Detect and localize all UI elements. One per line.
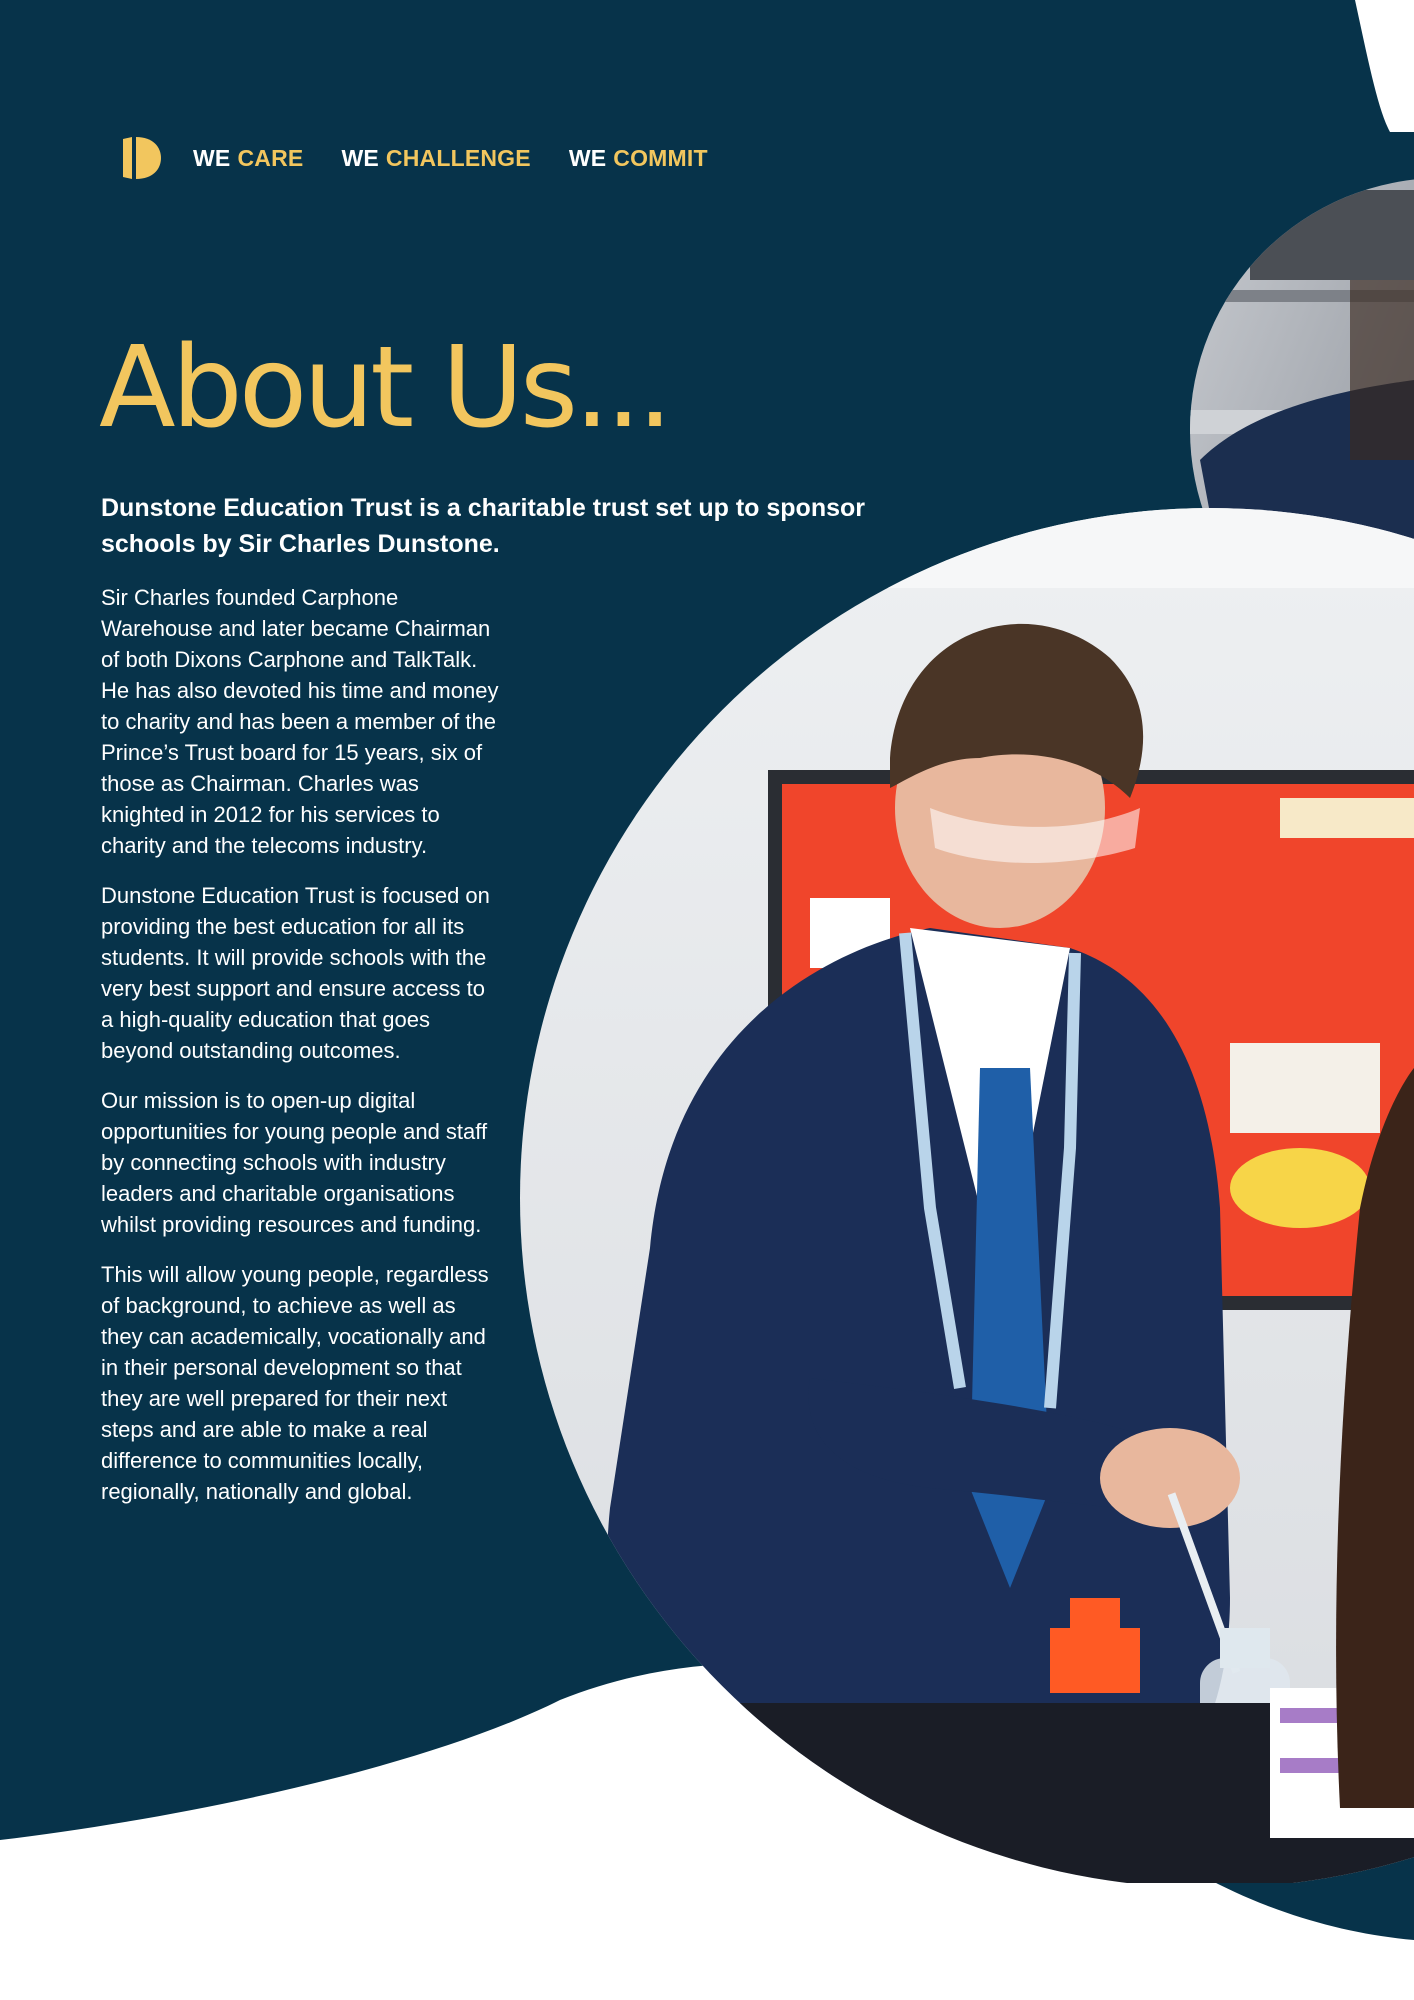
page-title: About Us... bbox=[99, 323, 669, 453]
nav-item-we-label: WE bbox=[193, 144, 231, 171]
nav-item-challenge-label: CHALLENGE bbox=[385, 144, 531, 171]
nav-item-care-label: CARE bbox=[237, 144, 304, 171]
dunstone-d-mark-icon bbox=[121, 135, 161, 181]
body-paragraph: Dunstone Education Trust is focused on providing the best education for all its students. It will provide schools with the very best support and ensure access to a high-quality education that goes beyond outstanding outcomes. bbox=[101, 883, 490, 1063]
body-paragraph: This will allow young people, regardless of background, to achieve as well as they can academically, vocationally and in their personal development so that they are well prepared for their next steps and are able to make a real difference to communities locally, regionally, nationally and global. bbox=[101, 1262, 489, 1504]
body-paragraph: Our mission is to open-up digital opportunities for young people and staff by connecting schools with industry leaders and charitable organisations whilst providing resources and funding. bbox=[101, 1088, 488, 1237]
student-science-lab-photo bbox=[510, 508, 1414, 1883]
nav-item-we-label: WE bbox=[341, 144, 379, 171]
lead-paragraph: Dunstone Education Trust is a charitable trust set up to sponsor schools by Sir Charles Dunstone. bbox=[101, 494, 865, 558]
body-paragraph: Sir Charles founded Carphone Warehouse and later became Chairman of both Dixons Carphone and TalkTalk. He has also devoted his time and money to charity and has been a member of the Prince’s Trust board for 15 years, six of those as Chairman. Charles was knighted in 2012 for his services to charity and the telecoms industry. bbox=[101, 585, 499, 858]
body-text bbox=[101, 582, 501, 1526]
nav-item-commit-label: COMMIT bbox=[613, 144, 708, 171]
nav-item-we-label: WE bbox=[568, 144, 607, 171]
header-nav bbox=[121, 133, 746, 183]
nav-item-commit[interactable] bbox=[569, 145, 708, 172]
nav-item-care[interactable] bbox=[193, 145, 303, 172]
nav-item-challenge[interactable] bbox=[341, 145, 530, 172]
